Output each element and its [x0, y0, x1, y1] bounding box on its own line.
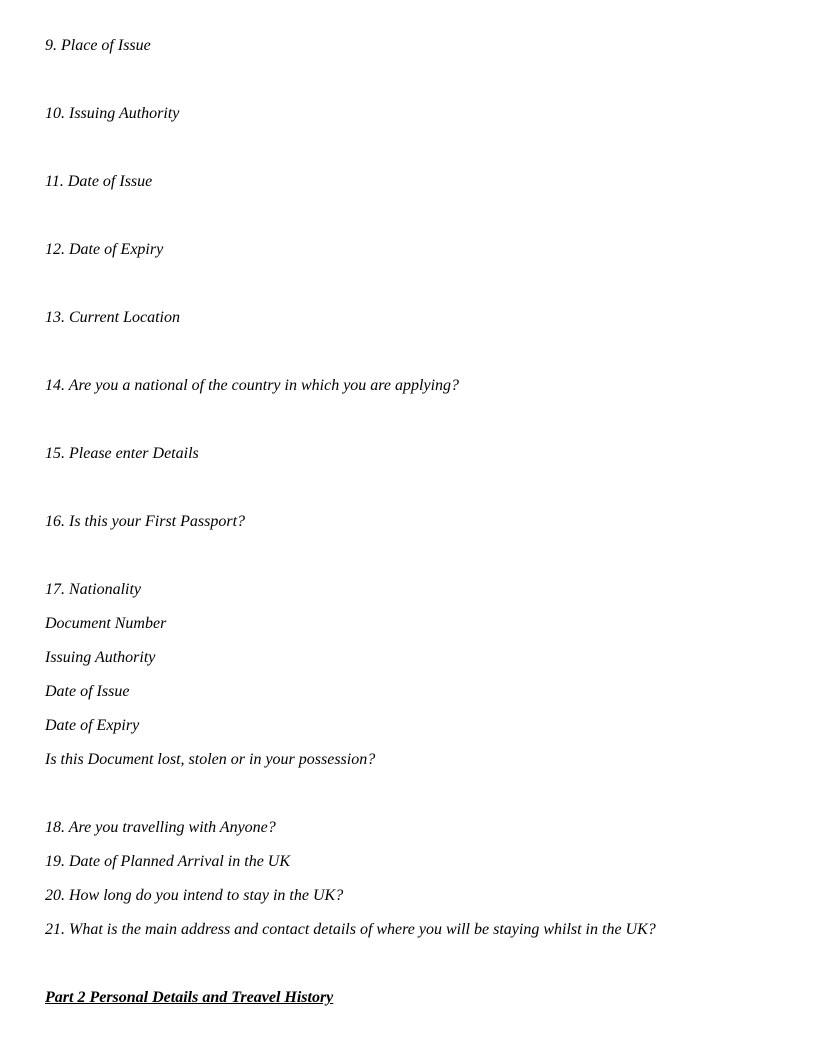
- field-date-of-issue: 11. Date of Issue: [45, 173, 153, 190]
- field-please-enter-details: 15. Please enter Details: [45, 445, 199, 462]
- field-date-of-expiry: 12. Date of Expiry: [45, 241, 164, 258]
- field-first-passport: 16. Is this your First Passport?: [45, 513, 246, 530]
- field-place-of-issue: 9. Place of Issue: [45, 37, 151, 54]
- field-current-location: 13. Current Location: [45, 309, 180, 326]
- field-document-date-of-issue: Date of Issue: [45, 683, 130, 700]
- field-document-lost-stolen: Is this Document lost, stolen or in your possession?: [45, 751, 376, 768]
- field-uk-address-contact: 21. What is the main address and contact details of where you will be staying whilst in the UK?: [45, 921, 656, 938]
- field-document-number: Document Number: [45, 615, 167, 632]
- field-length-of-stay: 20. How long do you intend to stay in the UK?: [45, 887, 344, 904]
- field-national-of-country: 14. Are you a national of the country in which you are applying?: [45, 377, 460, 394]
- field-travelling-with-anyone: 18. Are you travelling with Anyone?: [45, 819, 276, 836]
- section-heading-part-2: Part 2 Personal Details and Treavel History: [45, 989, 334, 1006]
- field-document-issuing-authority: Issuing Authority: [45, 649, 156, 666]
- field-nationality: 17. Nationality: [45, 581, 141, 598]
- field-planned-arrival-date: 19. Date of Planned Arrival in the UK: [45, 853, 291, 870]
- field-document-date-of-expiry: Date of Expiry: [45, 717, 140, 734]
- field-issuing-authority: 10. Issuing Authority: [45, 105, 180, 122]
